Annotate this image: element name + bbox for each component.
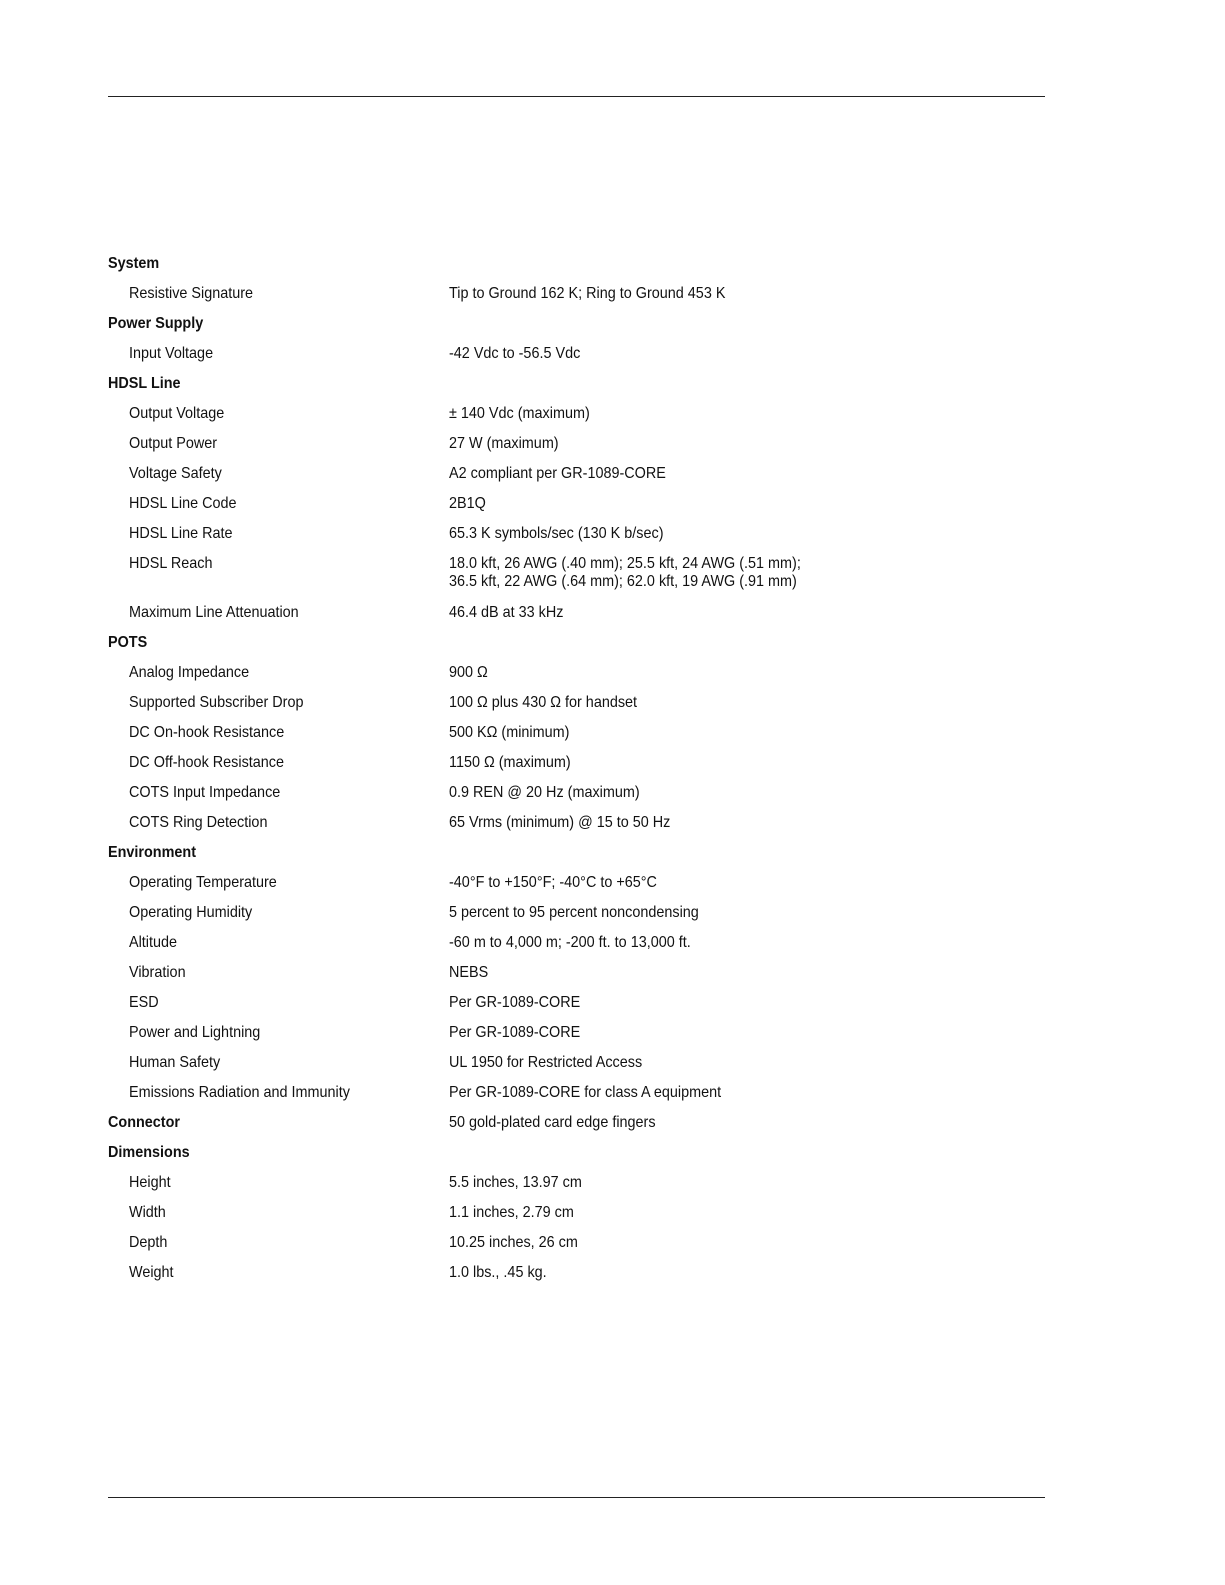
section-title: HDSL Line (108, 375, 181, 392)
spec-label: Operating Temperature (129, 874, 277, 891)
spec-label: DC On-hook Resistance (129, 724, 285, 741)
spec-value: 50 gold-plated card edge fingers (449, 1114, 656, 1131)
spec-label: COTS Ring Detection (129, 814, 268, 831)
spec-value: -42 Vdc to -56.5 Vdc (449, 345, 581, 362)
spec-label: Voltage Safety (129, 465, 222, 482)
spec-label: COTS Input Impedance (129, 784, 281, 801)
spec-label: Output Power (129, 435, 218, 452)
spec-label: Width (129, 1204, 166, 1221)
spec-label: Depth (129, 1234, 168, 1251)
spec-value: 5.5 inches, 13.97 cm (449, 1174, 582, 1191)
spec-value: -60 m to 4,000 m; -200 ft. to 13,000 ft. (449, 934, 691, 951)
spec-label: Resistive Signature (129, 285, 254, 302)
spec-value: 500 KΩ (minimum) (449, 724, 570, 741)
spec-label: ESD (129, 994, 159, 1011)
spec-value: 18.0 kft, 26 AWG (.40 mm); 25.5 kft, 24 AWG (.51 mm); (449, 555, 801, 572)
section-title: Power Supply (108, 315, 204, 332)
spec-label: Human Safety (129, 1054, 221, 1071)
spec-value: Per GR-1089-CORE (449, 994, 581, 1011)
spec-label: HDSL Line Code (129, 495, 237, 512)
spec-value: 5 percent to 95 percent noncondensing (449, 904, 699, 921)
spec-value: Tip to Ground 162 K; Ring to Ground 453 K (449, 285, 726, 302)
spec-label: Emissions Radiation and Immunity (129, 1084, 350, 1101)
spec-value-continued: 36.5 kft, 22 AWG (.64 mm); 62.0 kft, 19 AWG (.91 mm) (449, 573, 797, 590)
spec-label: Height (129, 1174, 171, 1191)
section-title: Connector (108, 1114, 180, 1131)
spec-value: UL 1950 for Restricted Access (449, 1054, 643, 1071)
spec-value: 100 Ω plus 430 Ω for handset (449, 694, 638, 711)
spec-value: 27 W (maximum) (449, 435, 559, 452)
spec-label: Operating Humidity (129, 904, 253, 921)
spec-value: -40°F to +150°F; -40°C to +65°C (449, 874, 657, 891)
spec-value: Per GR-1089-CORE for class A equipment (449, 1084, 722, 1101)
spec-label: Weight (129, 1264, 174, 1281)
spec-label: Output Voltage (129, 405, 225, 422)
spec-label: HDSL Line Rate (129, 525, 233, 542)
spec-value: 10.25 inches, 26 cm (449, 1234, 578, 1251)
spec-value: Per GR-1089-CORE (449, 1024, 581, 1041)
section-title: System (108, 255, 160, 272)
spec-value: 1150 Ω (maximum) (449, 754, 571, 771)
spec-label: Maximum Line Attenuation (129, 604, 299, 621)
spec-value: NEBS (449, 964, 489, 981)
spec-label: HDSL Reach (129, 555, 213, 572)
section-title: Environment (108, 844, 197, 861)
spec-value: 2B1Q (449, 495, 486, 512)
spec-label: Altitude (129, 934, 178, 951)
bottom-rule (108, 1497, 1045, 1498)
spec-value: 65.3 K symbols/sec (130 K b/sec) (449, 525, 664, 542)
spec-value: 900 Ω (449, 664, 488, 681)
spec-label: Power and Lightning (129, 1024, 261, 1041)
spec-label: Analog Impedance (129, 664, 250, 681)
spec-label: Input Voltage (129, 345, 214, 362)
spec-value: 1.1 inches, 2.79 cm (449, 1204, 574, 1221)
section-title: POTS (108, 634, 148, 651)
section-title: Dimensions (108, 1144, 190, 1161)
spec-value: 0.9 REN @ 20 Hz (maximum) (449, 784, 640, 801)
spec-label: Supported Subscriber Drop (129, 694, 304, 711)
spec-value: 1.0 lbs., .45 kg. (449, 1264, 547, 1281)
spec-value: ± 140 Vdc (maximum) (449, 405, 590, 422)
spec-value: 46.4 dB at 33 kHz (449, 604, 564, 621)
spec-label: DC Off-hook Resistance (129, 754, 284, 771)
spec-label: Vibration (129, 964, 186, 981)
spec-value: 65 Vrms (minimum) @ 15 to 50 Hz (449, 814, 671, 831)
spec-value: A2 compliant per GR-1089-CORE (449, 465, 666, 482)
